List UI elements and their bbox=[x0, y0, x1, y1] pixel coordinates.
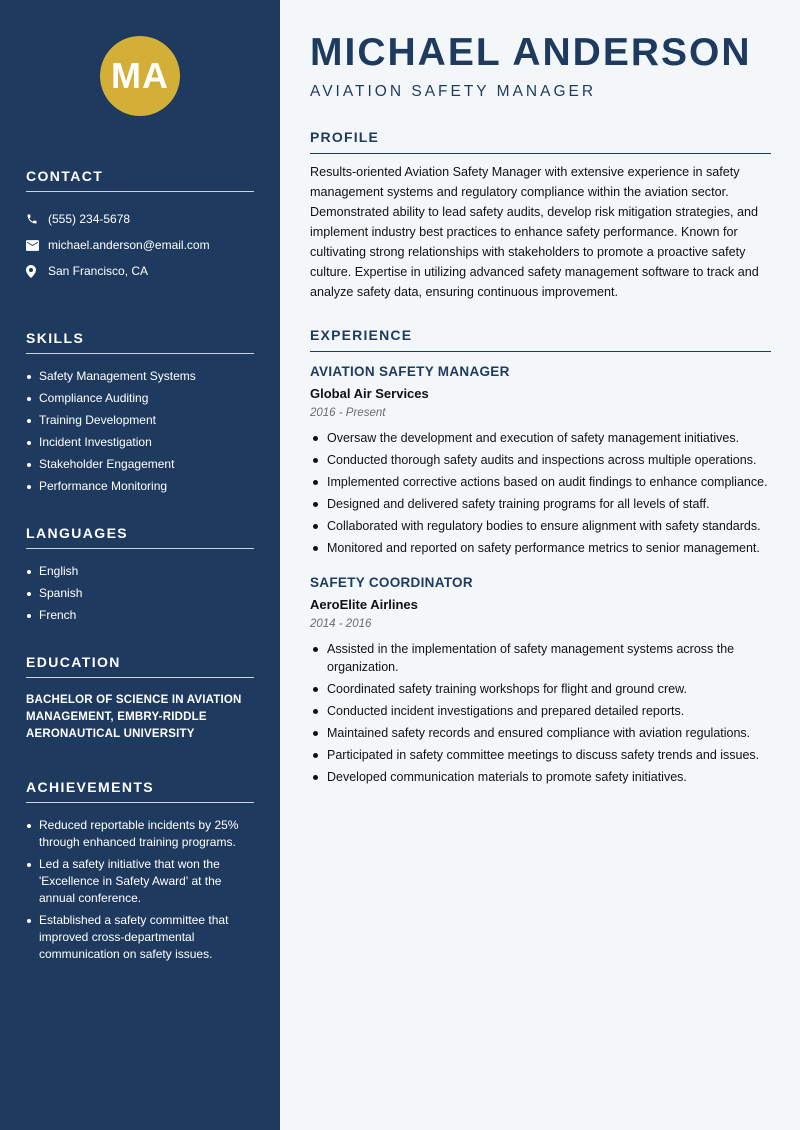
mail-icon bbox=[26, 240, 48, 251]
experience-heading: EXPERIENCE bbox=[310, 327, 771, 352]
job-dates: 2016 - Present bbox=[310, 407, 386, 419]
profile-section bbox=[310, 129, 771, 302]
candidate-role: AVIATION SAFETY MANAGER bbox=[310, 83, 597, 100]
email-text[interactable]: michael.anderson@email.com bbox=[48, 238, 210, 252]
job-entry bbox=[310, 575, 771, 786]
job-company: Global Air Services bbox=[310, 386, 429, 401]
language-item: English bbox=[26, 563, 254, 580]
profile-text: Results-oriented Aviation Safety Manager with extensive experience in safety management systems and regulatory compliance within the aviation sector. Demonstrated ability to lead safety audits, develop risk mitigation strategies, and implement industry best practices to enhance safety performance. Known for cultivating strong relationships with stakeholders to promote a proactive safety culture. Expertise in utilizing advanced safety management software to track and analyze safety data, ensuring continuous improvement. bbox=[310, 165, 759, 299]
education-degree: BACHELOR OF SCIENCE IN AVIATION MANAGEMENT, EMBRY-RIDDLE AERONAUTICAL UNIVERSITY bbox=[26, 694, 242, 740]
languages-heading: LANGUAGES bbox=[26, 525, 254, 549]
skill-item: Performance Monitoring bbox=[26, 478, 254, 495]
duty-item: Designed and delivered safety training programs for all levels of staff. bbox=[310, 495, 771, 513]
phone-icon bbox=[26, 213, 48, 225]
job-dates: 2014 - 2016 bbox=[310, 618, 372, 630]
contact-section bbox=[26, 168, 254, 284]
candidate-name: MICHAEL ANDERSON bbox=[310, 31, 752, 74]
main-content bbox=[280, 0, 800, 1130]
skill-item: Compliance Auditing bbox=[26, 390, 254, 407]
job-duties bbox=[310, 640, 771, 786]
achievements-section bbox=[26, 779, 254, 963]
duty-item: Collaborated with regulatory bodies to ensure alignment with safety standards. bbox=[310, 517, 771, 535]
achievements-heading: ACHIEVEMENTS bbox=[26, 779, 254, 803]
duty-item: Conducted incident investigations and prepared detailed reports. bbox=[310, 702, 771, 720]
contact-phone bbox=[26, 206, 254, 232]
duty-item: Conducted thorough safety audits and inspections across multiple operations. bbox=[310, 451, 771, 469]
location-text: San Francisco, CA bbox=[48, 264, 149, 278]
phone-text: (555) 234-5678 bbox=[48, 212, 131, 226]
duty-item: Developed communication materials to promote safety initiatives. bbox=[310, 768, 771, 786]
job-title: AVIATION SAFETY MANAGER bbox=[310, 364, 510, 379]
skill-item: Stakeholder Engagement bbox=[26, 456, 254, 473]
languages-section bbox=[26, 525, 254, 624]
education-heading: EDUCATION bbox=[26, 654, 254, 678]
contact-heading: CONTACT bbox=[26, 168, 254, 192]
duty-item: Maintained safety records and ensured compliance with aviation regulations. bbox=[310, 724, 771, 742]
avatar bbox=[100, 36, 180, 116]
duty-item: Oversaw the development and execution of safety management initiatives. bbox=[310, 429, 771, 447]
sidebar bbox=[0, 0, 280, 1130]
duty-item: Implemented corrective actions based on audit findings to enhance compliance. bbox=[310, 473, 771, 491]
skill-item: Safety Management Systems bbox=[26, 368, 254, 385]
job-duties bbox=[310, 429, 771, 557]
duty-item: Assisted in the implementation of safety management systems across the organization. bbox=[310, 640, 771, 676]
achievement-item: Established a safety committee that improved cross-departmental communication on safety issues. bbox=[26, 912, 254, 963]
skill-item: Training Development bbox=[26, 412, 254, 429]
skills-section bbox=[26, 330, 254, 495]
language-item: Spanish bbox=[26, 585, 254, 602]
skills-heading: SKILLS bbox=[26, 330, 254, 354]
achievements-list bbox=[26, 817, 254, 963]
profile-heading: PROFILE bbox=[310, 129, 771, 154]
languages-list bbox=[26, 563, 254, 624]
achievement-item: Led a safety initiative that won the 'Excellence in Safety Award' at the annual conference. bbox=[26, 856, 254, 907]
duty-item: Participated in safety committee meetings to discuss safety trends and issues. bbox=[310, 746, 771, 764]
skill-item: Incident Investigation bbox=[26, 434, 254, 451]
experience-section bbox=[310, 327, 771, 786]
duty-item: Monitored and reported on safety performance metrics to senior management. bbox=[310, 539, 771, 557]
job-company: AeroElite Airlines bbox=[310, 597, 418, 612]
education-section bbox=[26, 654, 254, 743]
map-pin-icon bbox=[26, 265, 48, 278]
skills-list bbox=[26, 368, 254, 495]
job-entry bbox=[310, 364, 771, 557]
achievement-item: Reduced reportable incidents by 25% through enhanced training programs. bbox=[26, 817, 254, 851]
job-title: SAFETY COORDINATOR bbox=[310, 575, 473, 590]
language-item: French bbox=[26, 607, 254, 624]
avatar-initials: MA bbox=[111, 55, 169, 96]
contact-email bbox=[26, 232, 254, 258]
duty-item: Coordinated safety training workshops for flight and ground crew. bbox=[310, 680, 771, 698]
contact-location bbox=[26, 258, 254, 284]
